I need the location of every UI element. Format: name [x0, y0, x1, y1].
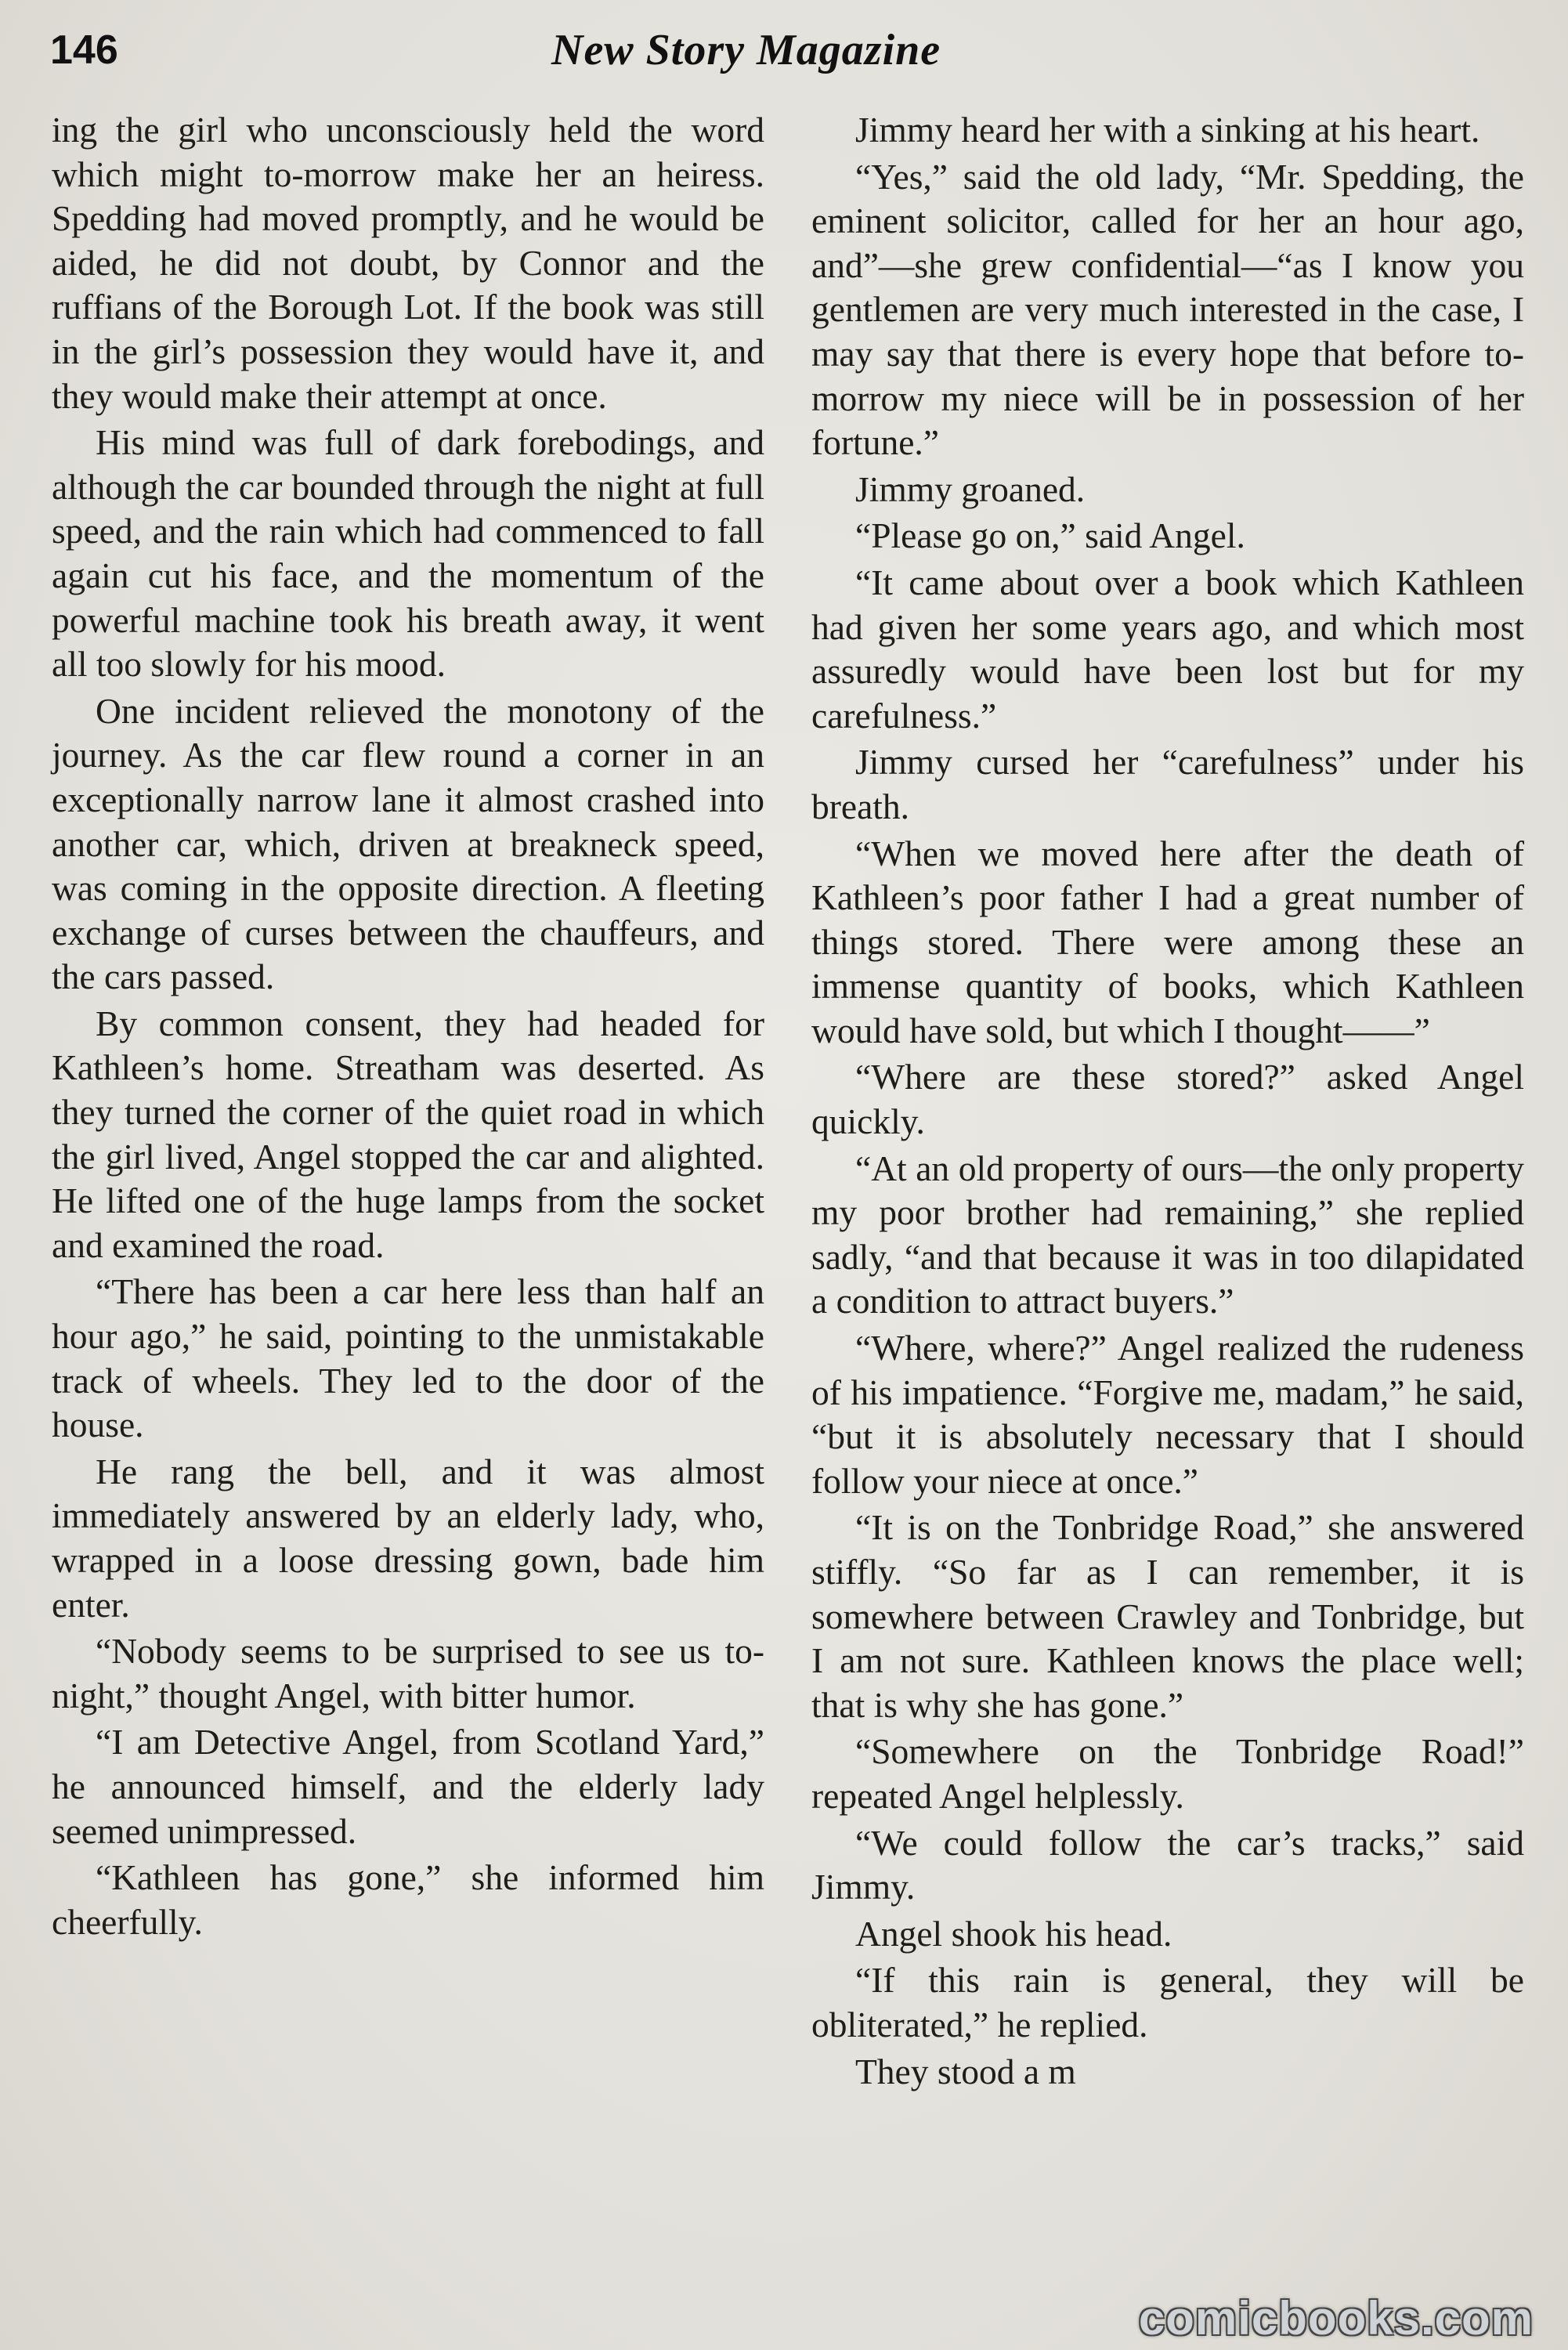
paragraph: “Somewhere on the Tonbridge Road!” repeated Angel helplessly. — [811, 1731, 1524, 1816]
paragraph: ing the girl who unconsciously held the word which might to-morrow make her an heiress. Spedding had moved promptly, and he would be aided, he did not doubt, by Connor and the ruffians of the Borough Lot. If the book was still in the girl’s possession they would have it, and they would make their attempt at once. — [52, 110, 764, 416]
paragraph: “Where, where?” Angel realized the rudeness of his impatience. “Forgive me, madam,” he said, “but it is absolutely necessary that I should follow your niece at once.” — [811, 1328, 1524, 1501]
paragraph: Jimmy cursed her “carefulness” under his breath. — [811, 742, 1524, 826]
paragraph: “Where are these stored?” asked Angel quickly. — [811, 1057, 1524, 1142]
paragraph: Jimmy groaned. — [855, 468, 1086, 509]
paragraph: One incident relieved the monotony of the journey. As the car flew round a corner in an exceptionally narrow lane it almost crashed into another car, which, driven at breakneck speed, was coming in the opposite direction. A fleeting exchange of curses between the chauffeurs, and the cars passed. — [52, 690, 764, 997]
paragraph: “Yes,” said the old lady, “Mr. Spedding, the eminent solicitor, called for her an hour ago, and”—she grew confidential—“as I know you gentlemen are very much interested in the case, I may say that there is every hope that before to-morrow my niece will be in possession of her fortune.” — [811, 156, 1524, 463]
paragraph: “We could follow the car’s tracks,” said Jimmy. — [811, 1822, 1524, 1907]
magazine-title: New Story Magazine — [551, 26, 941, 74]
paragraph: He rang the bell, and it was almost immediately answered by an elderly lady, who, wrapped in a loose dressing gown, bade him enter. — [52, 1451, 764, 1625]
paragraph: “Kathleen has gone,” she informed him cheerfully. — [52, 1857, 764, 1942]
paragraph: “At an old property of ours—the only property my poor brother had remaining,” she replied sadly, “and that because it was in too dilapidated a condition to attract buyers.” — [811, 1148, 1524, 1321]
paragraph: “Nobody seems to be surprised to see us to-night,” thought Angel, with bitter humor. — [52, 1631, 764, 1716]
paragraph: “I am Detective Angel, from Scotland Yard,” he announced himself, and the elderly lady seemed unimpressed. — [52, 1722, 764, 1851]
paragraph: “When we moved here after the death of Kathleen’s poor father I had a great number of things stored. There were among these an immense quantity of books, which Kathleen would have sold, but which I thought——” — [811, 833, 1524, 1050]
paragraph: “If this rain is general, they will be obliterated,” he replied. — [811, 1960, 1524, 2044]
page-header — [50, 20, 1523, 83]
paragraph: “It came about over a book which Kathleen had given her some years ago, and which most assuredly would have been lost but for my carefulness.” — [811, 562, 1524, 736]
paragraph: “There has been a car here less than half an hour ago,” he said, pointing to the unmistakable track of wheels. They led to the door of the house. — [52, 1271, 764, 1445]
paragraph: They stood a m — [855, 2051, 1076, 2092]
paragraph: Jimmy heard her with a sinking at his heart. — [855, 110, 1480, 150]
page-number: 146 — [50, 27, 118, 73]
paragraph: “Please go on,” said Angel. — [855, 515, 1245, 556]
paragraph: Angel shook his head. — [855, 1913, 1172, 1954]
paragraph: His mind was full of dark forebodings, and although the car bounded through the night at full speed, and the rain which had commenced to fall again cut his face, and the momentum of the powerful machine took his breath away, it went all too slowly for his mood. — [52, 422, 764, 685]
left-text-column — [52, 108, 764, 1947]
site-watermark: comicbooks.com — [1138, 2292, 1534, 2345]
right-text-column — [811, 108, 1524, 2096]
paragraph: By common consent, they had headed for Kathleen’s home. Streatham was deserted. As they turned the corner of the quiet road in which the girl lived, Angel stopped the car and alighted. He lifted one of the huge lamps from the socket and examined the road. — [52, 1003, 764, 1265]
paragraph: “It is on the Tonbridge Road,” she answered stiffly. “So far as I can remember, it is somewhere between Crawley and Tonbridge, but I am not sure. Kathleen knows the place well; that is why she has gone.” — [811, 1507, 1524, 1725]
